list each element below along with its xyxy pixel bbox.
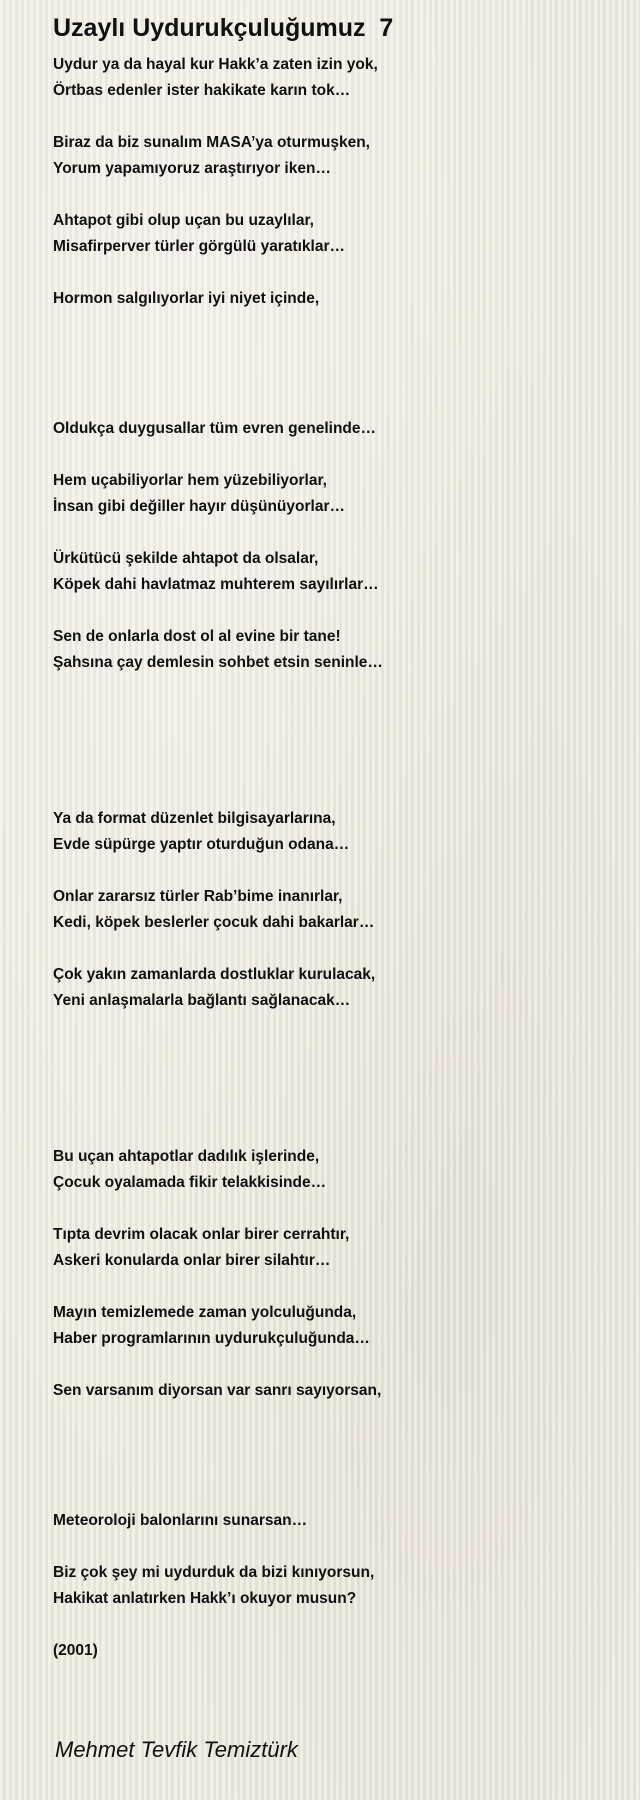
poem-line: Ürkütücü şekilde ahtapot da olsalar,: [53, 550, 319, 567]
poem-title: Uzaylı Uydurukçuluğumuz 7: [53, 14, 394, 42]
blank-line: [53, 260, 613, 286]
blank-line: [53, 754, 613, 780]
poem-line: Sen varsanım diyorsan var sanrı sayıyorsan,: [53, 1382, 382, 1399]
poem-line: Evde süpürge yaptır oturduğun odana…: [53, 836, 350, 853]
blank-line: [53, 1118, 613, 1144]
blank-line: [53, 364, 613, 390]
poem-line: İnsan gibi değiller hayır düşünüyorlar…: [53, 498, 345, 515]
blank-line: [53, 1456, 613, 1482]
poem-line: Hakikat anlatırken Hakk’ı okuyor musun?: [53, 1590, 357, 1607]
blank-line: [53, 1196, 613, 1222]
blank-line: [53, 1612, 613, 1638]
poem-line: Biraz da biz sunalım MASA’ya oturmuşken,: [53, 134, 370, 151]
poem-line: Yeni anlaşmalarla bağlantı sağlanacak…: [53, 992, 351, 1009]
poem-line: Ahtapot gibi olup uçan bu uzaylılar,: [53, 212, 314, 229]
blank-line: [53, 442, 613, 468]
poem-line: Ya da format düzenlet bilgisayarlarına,: [53, 810, 336, 827]
poem-line: Uydur ya da hayal kur Hakk’a zaten izin yok,: [53, 56, 378, 73]
poem-line: Yorum yapamıyoruz araştırıyor iken…: [53, 160, 331, 177]
blank-line: [53, 1066, 613, 1092]
blank-line: [53, 1430, 613, 1456]
poem-line: Haber programlarının uydurukçuluğunda…: [53, 1330, 370, 1347]
poem-line: Tıpta devrim olacak onlar birer cerrahtır,: [53, 1226, 350, 1243]
poem-line: Misafirperver türler görgülü yaratıklar…: [53, 238, 346, 255]
blank-line: [53, 390, 613, 416]
blank-line: [53, 936, 613, 962]
poem-line: Sen de onlarla dost ol al evine bir tane!: [53, 628, 341, 645]
blank-line: [53, 598, 613, 624]
blank-line: [53, 1040, 613, 1066]
author-name: Mehmet Tevfik Temiztürk: [55, 1737, 298, 1762]
poem-body: [53, 52, 613, 1664]
blank-line: [53, 1014, 613, 1040]
blank-line: [53, 858, 613, 884]
poem-line: Örtbas edenler ister hakikate karın tok…: [53, 82, 351, 99]
poem-line: Hormon salgılıyorlar iyi niyet içinde,: [53, 290, 320, 307]
poem-line: Biz çok şey mi uydurduk da bizi kınıyorsun,: [53, 1564, 375, 1581]
blank-line: [53, 1534, 613, 1560]
poem-line: Hem uçabiliyorlar hem yüzebiliyorlar,: [53, 472, 327, 489]
blank-line: [53, 520, 613, 546]
poem-line: Çok yakın zamanlarda dostluklar kurulacak,: [53, 966, 376, 983]
poem-line: Askeri konularda onlar birer silahtır…: [53, 1252, 331, 1269]
blank-line: [53, 338, 613, 364]
poem-line: Mayın temizlemede zaman yolculuğunda,: [53, 1304, 357, 1321]
blank-line: [53, 104, 613, 130]
blank-line: [53, 676, 613, 702]
blank-line: [53, 182, 613, 208]
blank-line: [53, 1352, 613, 1378]
blank-line: [53, 1092, 613, 1118]
poem-line: Kedi, köpek beslerler çocuk dahi bakarlar…: [53, 914, 375, 931]
poem-line: Meteoroloji balonlarını sunarsan…: [53, 1512, 308, 1529]
poem-line: Onlar zararsız türler Rab’bime inanırlar,: [53, 888, 343, 905]
blank-line: [53, 702, 613, 728]
poem-line: Oldukça duygusallar tüm evren genelinde…: [53, 420, 377, 437]
blank-line: [53, 1482, 613, 1508]
poem-line: Köpek dahi havlatmaz muhterem sayılırlar…: [53, 576, 379, 593]
blank-line: [53, 780, 613, 806]
blank-line: [53, 1274, 613, 1300]
poem-container: [53, 12, 613, 1664]
blank-line: [53, 728, 613, 754]
poem-line: (2001): [53, 1642, 98, 1659]
poem-line: Çocuk oyalamada fikir telakkisinde…: [53, 1174, 327, 1191]
blank-line: [53, 312, 613, 338]
poem-line: Bu uçan ahtapotlar dadılık işlerinde,: [53, 1148, 320, 1165]
blank-line: [53, 1404, 613, 1430]
poem-line: Şahsına çay demlesin sohbet etsin seninle…: [53, 654, 383, 671]
